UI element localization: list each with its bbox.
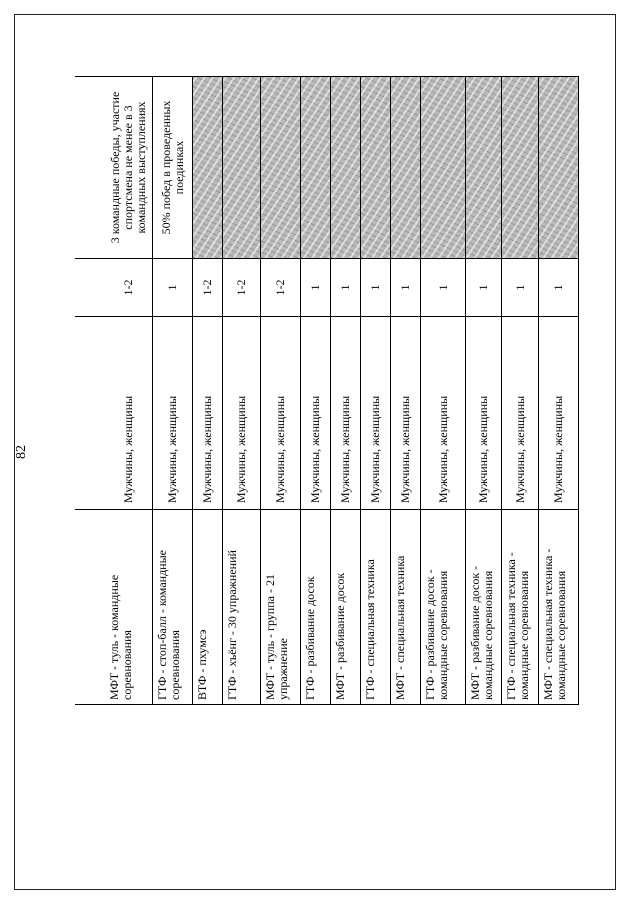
discipline-cell: ГТФ - стоп-балл - командные соревнования xyxy=(153,510,192,705)
requirement-cell-shaded xyxy=(331,76,360,259)
discipline-cell: ГТФ - разбивание досок xyxy=(301,510,330,705)
requirement-cell-shaded xyxy=(223,76,260,259)
age-group-cell: 1 xyxy=(539,259,578,317)
column-rule xyxy=(75,76,105,77)
discipline-cell: МФТ - разбивание досок - командные соревнования xyxy=(466,510,501,705)
discipline-cell: ГТФ - разбивание досок - командные соревнования xyxy=(421,510,465,705)
gender-cell: Мужчины, женщины xyxy=(193,317,222,510)
age-group-cell: 1 xyxy=(466,259,501,317)
column-rule xyxy=(75,316,105,317)
requirement-cell-shaded xyxy=(421,76,465,259)
gender-cell: Мужчины, женщины xyxy=(301,317,330,510)
gender-cell: Мужчины, женщины xyxy=(391,317,420,510)
table-row xyxy=(539,76,579,705)
gender-cell: Мужчины, женщины xyxy=(105,317,152,510)
requirement-cell-shaded xyxy=(502,76,538,259)
discipline-cell: МФТ - специальная техника - командные соревнования xyxy=(539,510,578,705)
age-group-cell: 1-2 xyxy=(261,259,300,317)
age-group-cell: 1-2 xyxy=(223,259,260,317)
discipline-cell: ВТФ - пхумсэ xyxy=(193,510,222,705)
requirement-cell-shaded xyxy=(361,76,390,259)
age-group-cell: 1 xyxy=(153,259,192,317)
discipline-cell: МФТ - специальная техника xyxy=(391,510,420,705)
table-header-spacer xyxy=(75,76,105,705)
age-group-cell: 1 xyxy=(391,259,420,317)
age-group-cell: 1 xyxy=(301,259,330,317)
age-group-cell: 1 xyxy=(331,259,360,317)
table-row xyxy=(421,76,466,705)
requirement-cell-shaded xyxy=(539,76,578,259)
table-row xyxy=(361,76,391,705)
age-group-cell: 1 xyxy=(502,259,538,317)
table-row xyxy=(223,76,261,705)
gender-cell: Мужчины, женщины xyxy=(502,317,538,510)
table-row xyxy=(105,76,153,705)
table-row xyxy=(301,76,331,705)
table-row xyxy=(391,76,421,705)
gender-cell: Мужчины, женщины xyxy=(539,317,578,510)
column-rule xyxy=(75,258,105,259)
requirement-cell-shaded xyxy=(301,76,330,259)
age-group-cell: 1-2 xyxy=(193,259,222,317)
gender-cell: Мужчины, женщины xyxy=(261,317,300,510)
discipline-cell: ГТФ - хъёнг - 30 упражнений xyxy=(223,510,260,705)
discipline-cell: МФТ - туль - группа - 21 упражнение xyxy=(261,510,300,705)
table-row xyxy=(153,76,193,705)
page-number: 82 xyxy=(14,445,29,459)
gender-cell: Мужчины, женщины xyxy=(361,317,390,510)
gender-cell: Мужчины, женщины xyxy=(223,317,260,510)
gender-cell: Мужчины, женщины xyxy=(331,317,360,510)
table-row xyxy=(502,76,539,705)
table-row xyxy=(466,76,502,705)
discipline-cell: ГТФ - специальная техника xyxy=(361,510,390,705)
requirement-cell-shaded xyxy=(193,76,222,259)
requirement-cell: 50% побед в проведенных поединках xyxy=(153,76,192,259)
discipline-cell: МФТ - разбивание досок xyxy=(331,510,360,705)
requirement-cell-shaded xyxy=(261,76,300,259)
gender-cell: Мужчины, женщины xyxy=(466,317,501,510)
age-group-cell: 1-2 xyxy=(105,259,152,317)
discipline-cell: МФТ - туль - командные соревнования xyxy=(105,510,152,705)
gender-cell: Мужчины, женщины xyxy=(153,317,192,510)
requirement-cell: 3 командные победы, участие спортсмена не менее в 3 командных выступлениях xyxy=(105,76,152,259)
age-group-cell: 1 xyxy=(361,259,390,317)
competition-table xyxy=(75,76,589,705)
table-row xyxy=(261,76,301,705)
discipline-cell: ГТФ - специальная техника - командные соревнования xyxy=(502,510,538,705)
requirement-cell-shaded xyxy=(466,76,501,259)
age-group-cell: 1 xyxy=(421,259,465,317)
table-row xyxy=(193,76,223,705)
requirement-cell-shaded xyxy=(391,76,420,259)
table-row xyxy=(331,76,361,705)
gender-cell: Мужчины, женщины xyxy=(421,317,465,510)
column-rule xyxy=(75,509,105,510)
